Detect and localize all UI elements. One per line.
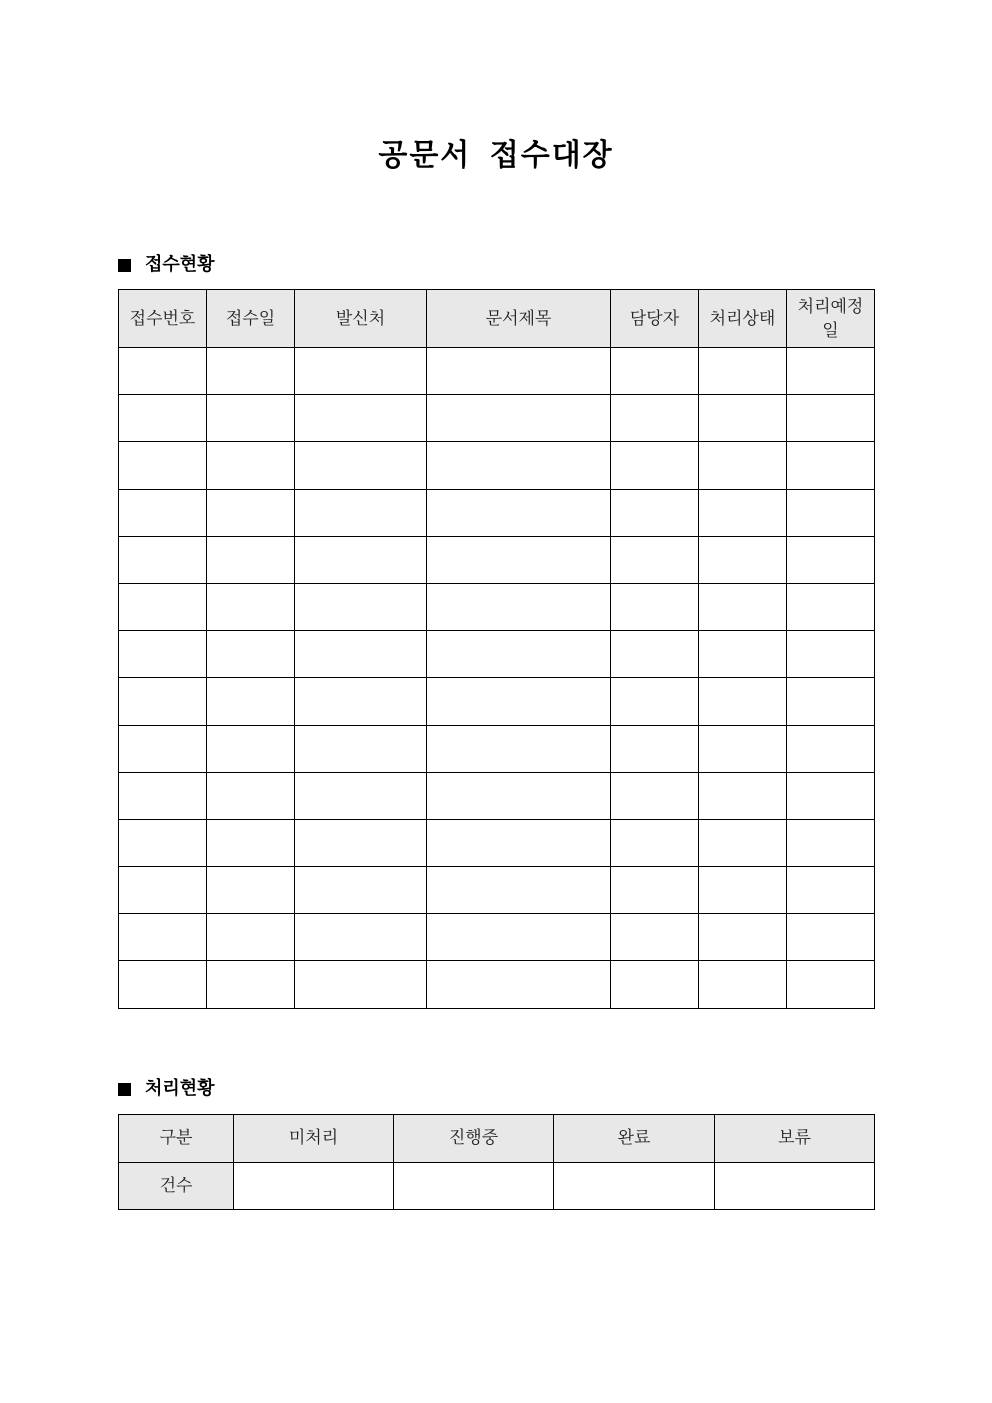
black-square-icon [118,259,131,272]
cell-processing-status[interactable] [699,961,787,1008]
cell-processing-status[interactable] [699,395,787,442]
cell-scheduled-date[interactable] [787,536,875,583]
cell-processing-status[interactable] [699,348,787,395]
cell-sender[interactable] [295,772,427,819]
cell-document-title[interactable] [427,678,611,725]
cell-processing-status[interactable] [699,867,787,914]
receipt-section-heading [118,253,215,277]
column-header-completed: 완료 [554,1115,715,1163]
cell-sender[interactable] [295,489,427,536]
cell-assignee[interactable] [611,583,699,630]
cell-assignee[interactable] [611,489,699,536]
cell-sender[interactable] [295,348,427,395]
cell-receipt-number[interactable] [119,348,207,395]
cell-assignee[interactable] [611,631,699,678]
cell-receipt-date[interactable] [207,489,295,536]
cell-document-title[interactable] [427,725,611,772]
cell-sender[interactable] [295,395,427,442]
cell-processing-status[interactable] [699,772,787,819]
table-row [119,631,875,678]
table-row [119,442,875,489]
cell-assignee[interactable] [611,725,699,772]
cell-scheduled-date[interactable] [787,583,875,630]
status-table-count-row [119,1162,875,1210]
cell-sender[interactable] [295,536,427,583]
table-row [119,961,875,1008]
cell-assignee[interactable] [611,395,699,442]
cell-document-title[interactable] [427,914,611,961]
status-section-heading [118,1077,215,1101]
cell-assignee[interactable] [611,772,699,819]
count-cell-completed[interactable] [554,1162,715,1210]
cell-receipt-number[interactable] [119,914,207,961]
status-section-heading-label: 처리현황 [145,1078,215,1099]
cell-receipt-number[interactable] [119,725,207,772]
table-row [119,725,875,772]
cell-processing-status[interactable] [699,442,787,489]
table-row [119,678,875,725]
cell-sender[interactable] [295,583,427,630]
column-header-receipt-date: 접수일 [207,290,295,348]
cell-sender[interactable] [295,442,427,489]
cell-receipt-number[interactable] [119,631,207,678]
count-cell-in-progress[interactable] [394,1162,554,1210]
table-row [119,583,875,630]
table-row [119,914,875,961]
cell-document-title[interactable] [427,772,611,819]
cell-sender[interactable] [295,914,427,961]
cell-scheduled-date[interactable] [787,914,875,961]
cell-sender[interactable] [295,631,427,678]
cell-scheduled-date[interactable] [787,489,875,536]
column-header-scheduled-date: 처리예정일 [787,290,875,348]
cell-receipt-date[interactable] [207,772,295,819]
cell-receipt-date[interactable] [207,395,295,442]
cell-document-title[interactable] [427,819,611,866]
count-cell-unprocessed[interactable] [234,1162,394,1210]
cell-receipt-date[interactable] [207,631,295,678]
column-header-processing-status: 처리상태 [699,290,787,348]
column-header-receipt-number: 접수번호 [119,290,207,348]
column-header-in-progress: 진행중 [394,1115,554,1163]
cell-document-title[interactable] [427,442,611,489]
cell-scheduled-date[interactable] [787,442,875,489]
cell-document-title[interactable] [427,631,611,678]
count-cell-on-hold[interactable] [715,1162,875,1210]
cell-receipt-date[interactable] [207,867,295,914]
cell-assignee[interactable] [611,867,699,914]
cell-scheduled-date[interactable] [787,819,875,866]
cell-document-title[interactable] [427,536,611,583]
cell-document-title[interactable] [427,348,611,395]
cell-scheduled-date[interactable] [787,961,875,1008]
cell-sender[interactable] [295,961,427,1008]
cell-sender[interactable] [295,867,427,914]
cell-processing-status[interactable] [699,678,787,725]
table-row [119,395,875,442]
column-header-unprocessed: 미처리 [234,1115,394,1163]
table-row [119,772,875,819]
table-row [119,489,875,536]
cell-processing-status[interactable] [699,489,787,536]
cell-receipt-date[interactable] [207,914,295,961]
cell-sender[interactable] [295,819,427,866]
cell-document-title[interactable] [427,583,611,630]
cell-processing-status[interactable] [699,914,787,961]
cell-assignee[interactable] [611,536,699,583]
cell-scheduled-date[interactable] [787,395,875,442]
table-row [119,819,875,866]
cell-processing-status[interactable] [699,819,787,866]
cell-scheduled-date[interactable] [787,631,875,678]
cell-receipt-date[interactable] [207,442,295,489]
column-header-assignee: 담당자 [611,290,699,348]
cell-receipt-number[interactable] [119,395,207,442]
cell-receipt-number[interactable] [119,678,207,725]
receipt-section-heading-label: 접수현황 [145,254,215,275]
table-row [119,348,875,395]
cell-receipt-number[interactable] [119,772,207,819]
status-table-header-row [119,1115,875,1163]
document-title: 공문서 접수대장 [378,138,614,173]
cell-document-title[interactable] [427,395,611,442]
column-header-category: 구분 [119,1115,234,1163]
cell-processing-status[interactable] [699,631,787,678]
black-square-icon [118,1083,131,1096]
cell-scheduled-date[interactable] [787,678,875,725]
cell-receipt-number[interactable] [119,583,207,630]
cell-receipt-number[interactable] [119,961,207,1008]
column-header-document-title: 문서제목 [427,290,611,348]
cell-document-title[interactable] [427,867,611,914]
cell-receipt-number[interactable] [119,442,207,489]
cell-receipt-date[interactable] [207,678,295,725]
cell-receipt-number[interactable] [119,536,207,583]
cell-assignee[interactable] [611,348,699,395]
cell-document-title[interactable] [427,961,611,1008]
receipt-table-header-row [119,290,875,348]
cell-receipt-number[interactable] [119,819,207,866]
cell-receipt-date[interactable] [207,536,295,583]
cell-processing-status[interactable] [699,725,787,772]
status-table [118,1114,875,1210]
cell-assignee[interactable] [611,678,699,725]
cell-processing-status[interactable] [699,583,787,630]
cell-receipt-date[interactable] [207,348,295,395]
cell-processing-status[interactable] [699,536,787,583]
cell-scheduled-date[interactable] [787,867,875,914]
row-header-count: 건수 [119,1162,234,1210]
cell-receipt-date[interactable] [207,583,295,630]
cell-assignee[interactable] [611,914,699,961]
cell-receipt-date[interactable] [207,725,295,772]
cell-assignee[interactable] [611,961,699,1008]
table-row [119,536,875,583]
cell-receipt-date[interactable] [207,961,295,1008]
cell-sender[interactable] [295,678,427,725]
cell-sender[interactable] [295,725,427,772]
cell-assignee[interactable] [611,819,699,866]
cell-scheduled-date[interactable] [787,725,875,772]
cell-document-title[interactable] [427,489,611,536]
column-header-sender: 발신처 [295,290,427,348]
cell-receipt-date[interactable] [207,819,295,866]
cell-receipt-number[interactable] [119,489,207,536]
cell-assignee[interactable] [611,442,699,489]
column-header-on-hold: 보류 [715,1115,875,1163]
cell-scheduled-date[interactable] [787,772,875,819]
table-row [119,867,875,914]
cell-receipt-number[interactable] [119,867,207,914]
receipt-table [118,289,875,1009]
cell-scheduled-date[interactable] [787,348,875,395]
